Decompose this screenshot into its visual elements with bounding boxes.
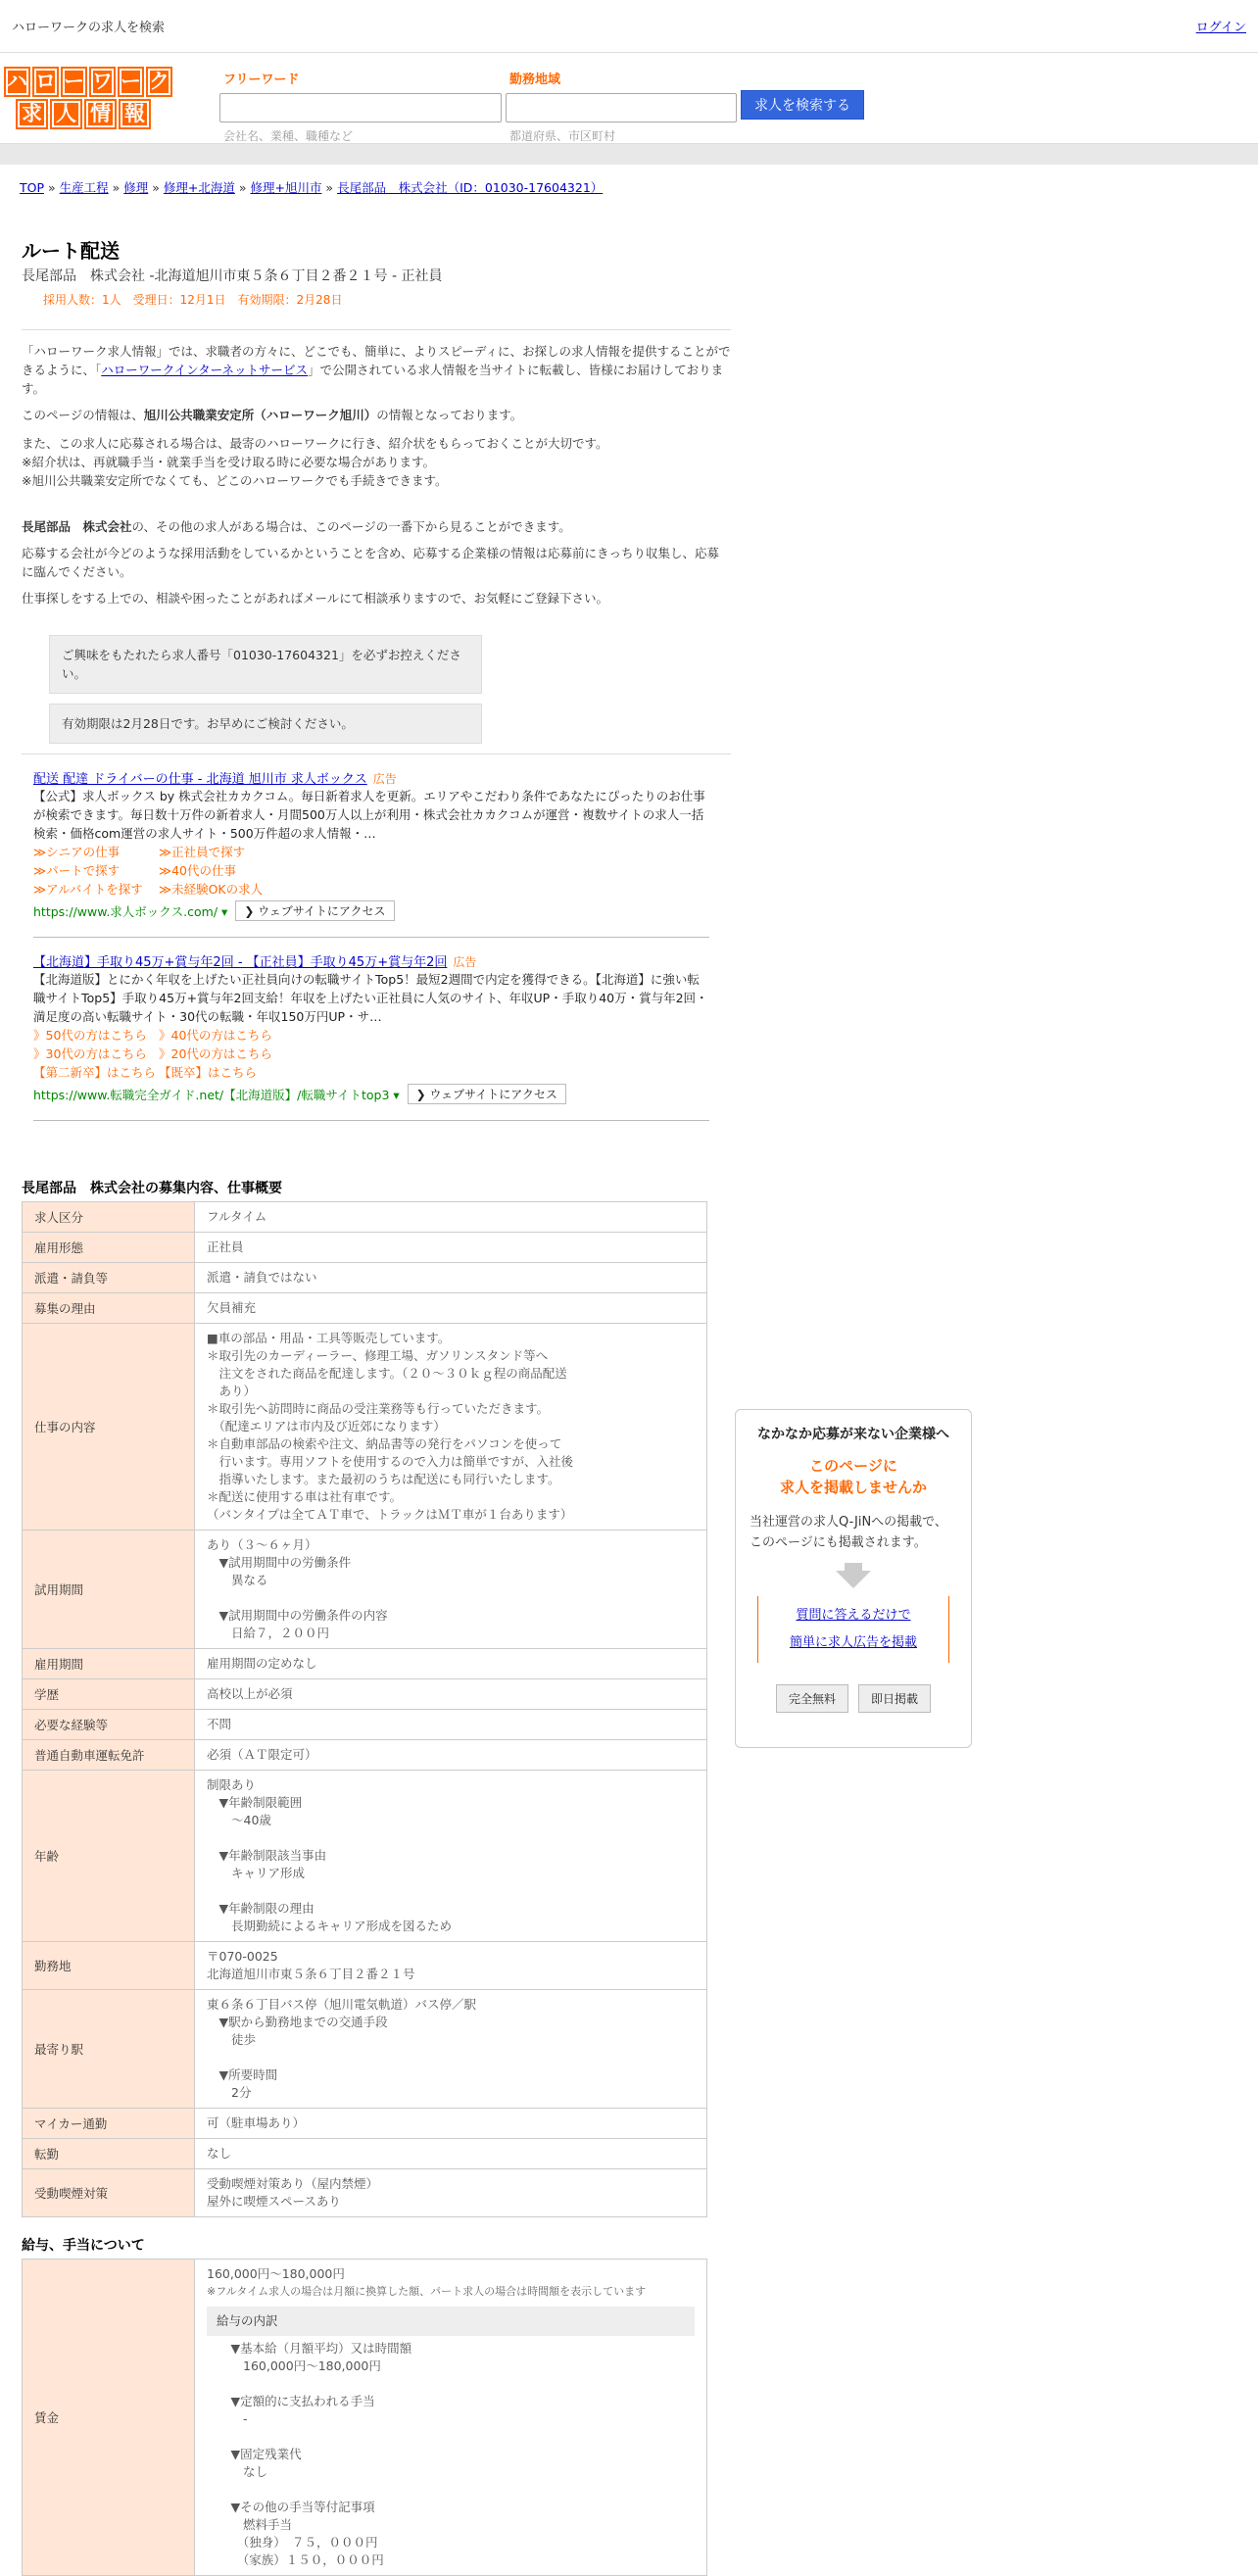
salary-breakdown: ▼基本給（月額平均）又は時間額 160,000円〜180,000円 ▼定額的に支払われる手当 - ▼固定残業代 なし ▼その他の手当等付記事項 燃料手当 （独身） ７５，０００円 （家族）１５０，０００円: [230, 2341, 412, 2567]
top-bar: [0, 0, 1258, 53]
ad-sitelink[interactable]: 》30代の方はこちら: [33, 1046, 147, 1061]
visit-website-button[interactable]: ❯ ウェブサイトにアクセス: [408, 1084, 566, 1104]
logo-char: ハ: [4, 67, 30, 97]
ad-title-link[interactable]: 【北海道】手取り45万+賞与年2回 - 【正社員】手取り45万+賞与年2回: [33, 955, 448, 970]
ad-sitelink[interactable]: ≫正社員で探す: [159, 845, 246, 859]
search-form: [219, 69, 864, 144]
divider: [22, 329, 731, 330]
table-row: [23, 2109, 707, 2139]
intro-paragraph: 「ハローワーク求人情報」では、求職者の方々に、どこでも、簡単に、よりスピーディに、お探しの求人情報を提供することができるように、「ハローワークインターネットサービス」で公開されている求人情報を当サイトに転載し、皆様にお届けしております。: [22, 344, 731, 396]
breadcrumb-subcategory[interactable]: 修理: [123, 180, 149, 195]
ad-sitelink[interactable]: ≫40代の仕事: [159, 863, 236, 878]
salary-breakdown-heading: 給与の内訳: [207, 2307, 695, 2336]
ad-badge: 広告: [372, 772, 397, 786]
ad-description: 【公式】求人ボックス by 株式会社カカクコム。毎日新着求人を更新。エリアやこだわり条件であなたにぴったりのお仕事が検索できます。毎日数十万件の新着求人・月間500万人以上が利用・株式会社カカクコムが運営・複数サイトの求人一括検索・価格com運営の求人サイト・500万件超の求人情報・…: [33, 789, 705, 841]
intro-paragraph: 応募する会社が今どのような採用活動をしているかということを含め、応募する企業様の情報は応募前にきっちり収集し、応募に臨んでください。: [22, 546, 720, 579]
login-link[interactable]: ログイン: [1195, 21, 1246, 35]
row-value: 正社員: [195, 1233, 707, 1263]
ad-title-link[interactable]: 配送 配達 ドライバーの仕事 - 北海道 旭川市 求人ボックス: [33, 772, 367, 787]
logo-char: ク: [146, 67, 172, 97]
advertise-box: [735, 1409, 972, 1748]
table-row: [23, 1679, 707, 1710]
advertise-links: [757, 1596, 949, 1663]
advertise-body: 当社運営の求人Q-JiNへの掲載で、 このページにも掲載されます。: [750, 1515, 947, 1550]
ad-sitelinks: [33, 1026, 709, 1082]
row-label: マイカー通勤: [23, 2109, 195, 2139]
ad-sitelink[interactable]: ≫パートで探す: [33, 863, 121, 878]
row-value: 欠員補充: [195, 1293, 707, 1324]
job-detail-table: [22, 1201, 707, 2217]
row-value: 派遣・請負ではない: [195, 1263, 707, 1293]
divider: [33, 1120, 709, 1121]
row-label: 年齢: [23, 1771, 195, 1942]
row-label: 勤務地: [23, 1942, 195, 1990]
notice-box-number: ご興味をもたれたら求人番号「01030-17604321」を必ずお控えください。: [49, 635, 482, 694]
table-row: [23, 1740, 707, 1771]
table-row: [23, 1324, 707, 1531]
logo-char: ロ: [32, 67, 59, 97]
ad-sitelink[interactable]: 【既卒】はこちら: [159, 1065, 258, 1080]
ad-block-2: [33, 951, 709, 1104]
table-row: [23, 2169, 707, 2217]
intro-paragraph: 長尾部品 株式会社の、その他の求人がある場合は、このページの一番下から見ることができます。: [22, 519, 571, 534]
row-value: なし: [195, 2139, 707, 2169]
freeword-input[interactable]: [219, 93, 502, 122]
row-label: 学歴: [23, 1679, 195, 1710]
ad-sitelink[interactable]: 【第二新卒】はこちら: [33, 1065, 157, 1080]
advertise-link-post[interactable]: 簡単に求人広告を掲載: [789, 1635, 917, 1650]
intro-paragraph: 仕事探しをする上での、相談や困ったことがあればメールにて相談承りますので、お気軽にご登録下さい。: [22, 591, 609, 606]
intro-paragraph: また、この求人に応募される場合は、最寄のハローワークに行き、紹介状をもらっておくことが大切です。 ※紹介状は、再就職手当・就業手当を受け取る時に必要な場合があります。 ※旭川公共職業安定所でなくても、どこのハローワークでも手続きできます。: [22, 436, 608, 488]
visit-website-button[interactable]: ❯ ウェブサイトにアクセス: [235, 900, 394, 921]
hellowork-link[interactable]: ハローワークインターネットサービス: [101, 363, 309, 377]
ad-url[interactable]: https://www.求人ボックス.com/ ▾: [33, 903, 228, 919]
advertise-offer: このページに 求人を掲載しませんか: [779, 1457, 927, 1496]
row-label: 派遣・請負等: [23, 1263, 195, 1293]
row-value: 制限あり ▼年齢制限範囲 〜40歳 ▼年齢制限該当事由 キャリア形成 ▼年齢制限の理由 長期勤続によるキャリア形成を図るため: [195, 1771, 707, 1942]
site-tagline: ハローワークの求人を検索: [12, 21, 166, 35]
salary-table: [22, 2259, 707, 2576]
logo-char: 求: [16, 99, 48, 129]
salary-note: ※フルタイム求人の場合は月額に換算した額、パート求人の場合は時間額を表示しています: [207, 2285, 647, 2298]
section-heading-job-details: 長尾部品 株式会社の募集内容、仕事概要: [22, 1181, 282, 1196]
ad-sitelink[interactable]: 》20代の方はこちら: [159, 1046, 272, 1061]
row-label: 普通自動車運転免許: [23, 1740, 195, 1771]
table-row: [23, 1649, 707, 1679]
table-row: [23, 1263, 707, 1293]
row-value: フルタイム: [195, 1202, 707, 1233]
free-button[interactable]: 完全無料: [776, 1684, 848, 1713]
arrow-down-icon: [836, 1571, 871, 1588]
table-row: [23, 1771, 707, 1942]
gray-band: [0, 143, 1258, 165]
table-row: [23, 1233, 707, 1263]
table-row: [23, 1710, 707, 1740]
row-value: [195, 2260, 707, 2576]
breadcrumb-top[interactable]: TOP: [20, 180, 45, 195]
table-row: [23, 1942, 707, 1990]
site-logo[interactable]: [4, 67, 176, 123]
row-value: ■車の部品・用品・工具等販売しています。 ＊取引先のカーディーラー、修理工場、ガソリンスタンド等へ 注文をされた商品を配達します。（２０～３０ｋｇ程の商品配送 あり） ＊取引先へ訪問時に商品の受注業務等も行っていただきます。 （配達エリアは市内及び近郊になります） ＊自動車部品の検索や注文、納品書等の発行をパソコンを使って 行います。専用ソフトを使用するので入力は簡単ですが、入社後 指導いたします。また最初のうちは配送にも同行いたします。 ＊配送に使用する車は社有車です。 （バンタイプは全てＡＴ車で、トラックはＭＴ車が１台あります）: [195, 1324, 707, 1531]
logo-char: ー: [118, 67, 144, 97]
page-title: ルート配送: [22, 239, 120, 263]
ad-sitelink[interactable]: ≫アルバイトを探す: [33, 882, 143, 897]
freeword-label: フリーワード: [223, 73, 300, 87]
advertise-heading: なかなか応募が来ない企業様へ: [757, 1427, 949, 1442]
divider: [33, 937, 709, 938]
intro-text: [22, 342, 731, 608]
row-label: 試用期間: [23, 1531, 195, 1649]
ad-sitelink[interactable]: ≫シニアの仕事: [33, 845, 121, 859]
area-hint: 都道府県、市区町村: [509, 129, 616, 143]
table-row: [23, 2260, 707, 2576]
row-label: 仕事の内容: [23, 1324, 195, 1531]
table-row: [23, 1531, 707, 1649]
breadcrumb-company[interactable]: 長尾部品 株式会社（ID：01030-17604321）: [337, 180, 604, 195]
row-value: 受動喫煙対策あり（屋内禁煙） 屋外に喫煙スペースあり: [195, 2169, 707, 2217]
row-value: 東６条６丁目バス停（旭川電気軌道）バス停／駅 ▼駅から勤務地までの交通手段 徒歩 ▼所要時間 2分: [195, 1990, 707, 2109]
table-row: [23, 1202, 707, 1233]
header: [0, 53, 1258, 143]
row-value: あり（３～６ヶ月） ▼試用期間中の労働条件 異なる ▼試用期間中の労働条件の内容 日給７，２００円: [195, 1531, 707, 1649]
main-content: [22, 235, 731, 2576]
logo-char: ワ: [89, 67, 116, 97]
ad-sitelink[interactable]: 》40代の方はこちら: [159, 1028, 272, 1043]
arrow-down-icon: [845, 1563, 862, 1571]
section-heading-salary: 給与、手当について: [22, 2238, 145, 2254]
job-meta: 採用人数：1人 受理日：12月1日 有効期限：2月28日: [43, 293, 343, 307]
logo-char: ー: [61, 67, 87, 97]
breadcrumb-category[interactable]: 生産工程: [59, 180, 109, 195]
salary-range: 160,000円〜180,000円: [207, 2266, 345, 2281]
breadcrumb: TOP » 生産工程 » 修理 » 修理+北海道 » 修理+旭川市 » 長尾部品 株式会社（ID：01030-17604321）: [20, 180, 604, 195]
ad-sitelink[interactable]: ≫未経験OKの求人: [159, 882, 264, 897]
divider: [22, 753, 731, 754]
ad-sitelink[interactable]: 》50代の方はこちら: [33, 1028, 147, 1043]
row-label: 受動喫煙対策: [23, 2169, 195, 2217]
breadcrumb-region[interactable]: 修理+北海道: [163, 180, 235, 195]
ad-url[interactable]: https://www.転職完全ガイド.net/【北海道版】/転職サイトtop3 ▾: [33, 1087, 400, 1102]
row-label: 求人区分: [23, 1202, 195, 1233]
row-value: 高校以上が必須: [195, 1679, 707, 1710]
row-label: 募集の理由: [23, 1293, 195, 1324]
logo-char: 人: [50, 99, 82, 129]
notice-box-expiry: 有効期限は2月28日です。お早めにご検討ください。: [49, 704, 482, 744]
row-value: 〒070-0025 北海道旭川市東５条６丁目２番２１号: [195, 1942, 707, 1990]
table-row: [23, 1293, 707, 1324]
intro-paragraph: このページの情報は、旭川公共職業安定所（ハローワーク旭川）の情報となっております。: [22, 408, 523, 422]
row-label: 必要な経験等: [23, 1710, 195, 1740]
ad-block-1: [33, 768, 709, 921]
row-label: 雇用期間: [23, 1649, 195, 1679]
row-value: 雇用期間の定めなし: [195, 1649, 707, 1679]
row-label: 転勤: [23, 2139, 195, 2169]
ad-description: 【北海道版】とにかく年収を上げたい正社員向けの転職サイトTop5！最短2週間で内定を獲得できる。【北海道】に強い転職サイトTop5】手取り45万+賞与年2回支給！年収を上げたい正社員に人気のサイト、年収UP・手取り40万・賞与年2回・満足度の高い転職サイト・30代の転職・年収150万円UP・サ…: [33, 972, 708, 1024]
area-label: 勤務地域: [509, 73, 561, 87]
job-subtitle: 長尾部品 株式会社 -北海道旭川市東５条６丁目２番２１号 - 正社員: [22, 268, 443, 284]
same-day-button[interactable]: 即日掲載: [858, 1684, 931, 1713]
table-row: [23, 2139, 707, 2169]
advertise-link-question[interactable]: 質問に答えるだけで: [796, 1608, 911, 1623]
row-value: 必須（ＡＴ限定可）: [195, 1740, 707, 1771]
ad-badge: 広告: [453, 955, 477, 969]
ad-sitelinks: [33, 843, 709, 899]
row-label: 雇用形態: [23, 1233, 195, 1263]
table-row: [23, 1990, 707, 2109]
row-value: 可（駐車場あり）: [195, 2109, 707, 2139]
breadcrumb-city[interactable]: 修理+旭川市: [250, 180, 322, 195]
logo-char: 報: [119, 99, 151, 129]
row-label: 賃金: [23, 2260, 195, 2576]
area-input[interactable]: [506, 93, 737, 122]
search-button[interactable]: 求人を検索する: [741, 90, 864, 120]
row-label: 最寄り駅: [23, 1990, 195, 2109]
logo-char: 情: [84, 99, 117, 129]
freeword-hint: 会社名、業種、職種など: [223, 129, 354, 143]
row-value: 不問: [195, 1710, 707, 1740]
